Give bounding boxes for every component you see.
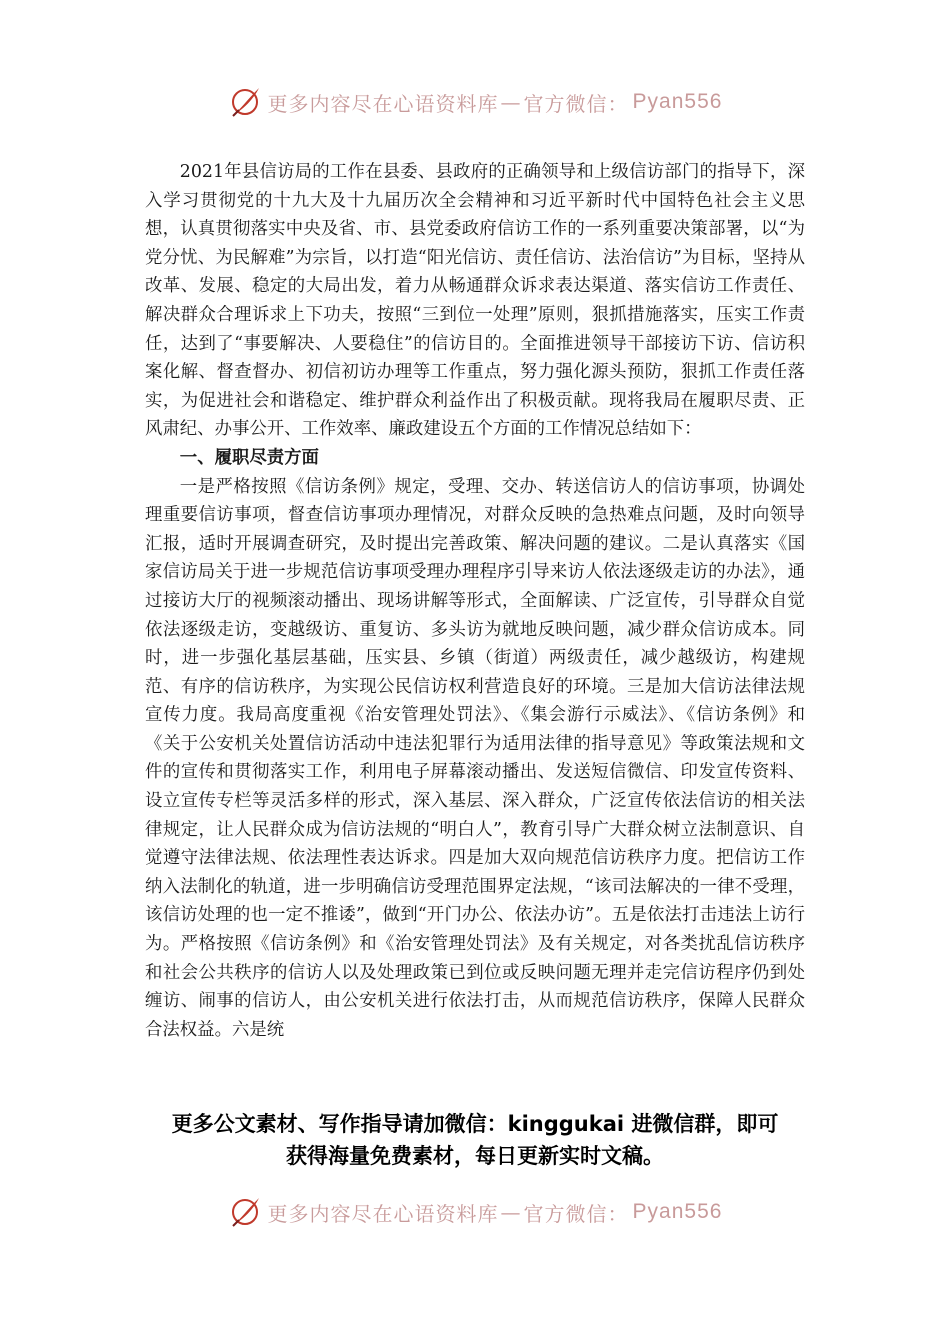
watermark-footer xyxy=(0,1192,950,1232)
promo-line-2: 获得海量免费素材，每日更新实时文稿。 xyxy=(286,1144,664,1168)
watermark-dash: — xyxy=(500,1200,522,1224)
intro-paragraph: 2021年县信访局的工作在县委、县政府的正确领导和上级信访部门的指导下，深入学习贯彻党的十九大及十九届历次全会精神和习近平新时代中国特色社会主义思想，认真贯彻落实中央及省、市、县党委政府信访工作的一系列重要决策部署，以“为党分忧、为民解难”为宗旨，以打造“阳光信访、责任信访、法治信访”为目标，坚持从改革、发展、稳定的大局出发，着力从畅通群众诉求表达渠道、落实信访工作责任、解决群众合理诉求上下功夫，按照“三到位一处理”原则，狠抓措施落实，压实工作责任，达到了“事要解决、人要稳住”的信访目的。全面推进领导干部接访下访、信访积案化解、督查督办、初信初访办理等工作重点，努力强化源头预防，狠抓工作责任落实，为促进社会和谐稳定、维护群众利益作出了积极贡献。现将我局在履职尽责、正风肃纪、办事公开、工作效率、廉政建设五个方面的工作情况总结如下： xyxy=(145,162,805,440)
watermark-wechat-id: Pyan556 xyxy=(632,1200,723,1223)
document-body xyxy=(145,158,805,1044)
watermark-text: 更多内容尽在心语资料库 xyxy=(267,91,499,116)
watermark-wechat-id: Pyan556 xyxy=(632,90,723,113)
watermark-label: 官方微信： xyxy=(523,91,629,116)
watermark-header xyxy=(0,82,950,122)
feather-pen-logo-icon xyxy=(228,1195,262,1229)
feather-pen-logo-icon xyxy=(228,85,262,119)
section-paragraph: 一是严格按照《信访条例》规定，受理、交办、转送信访人的信访事项，协调处理重要信访事项，督查信访事项办理情况，对群众反映的急热难点问题，及时向领导汇报，适时开展调查研究，及时提出完善政策、解决问题的建议。二是认真落实《国家信访局关于进一步规范信访事项受理办理程序引导来访人依法逐级走访的办法》，通过接访大厅的视频滚动播出、现场讲解等形式，全面解读、广泛宣传，引导群众自觉依法逐级走访，变越级访、重复访、多头访为就地反映问题，减少群众信访成本。同时，进一步强化基层基础，压实县、乡镇（街道）两级责任，减少越级访，构建规范、有序的信访秩序，为实现公民信访权利营造良好的环境。三是加大信访法律法规宣传力度。我局高度重视《治安管理处罚法》、《集会游行示威法》、《信访条例》和《关于公安机关处置信访活动中违法犯罪行为适用法律的指导意见》等政策法规和文件的宣传和贯彻落实工作，利用电子屏幕滚动播出、发送短信微信、印发宣传资料、设立宣传专栏等灵活多样的形式，深入基层、深入群众，广泛宣传依法信访的相关法律规定，让人民群众成为信访法规的“明白人”，教育引导广大群众树立法制意识、自觉遵守法律法规、依法理性表达诉求。四是加大双向规范信访秩序力度。把信访工作纳入法制化的轨道，进一步明确信访受理范围界定法规，“该司法解决的一律不受理，该信访处理的也一定不推诿”，做到“开门办公、依法办访”。五是依法打击违法上访行为。严格按照《信访条例》和《治安管理处罚法》及有关规定，对各类扰乱信访秩序和社会公共秩序的信访人以及处理政策已到位或反映问题无理并走完信访程序仍到处缠访、闹事的信访人，由公安机关进行依法打击，从而规范信访秩序，保障人民群众合法权益。六是统 xyxy=(145,476,805,1040)
watermark-label: 官方微信： xyxy=(523,1201,629,1226)
promo-banner xyxy=(0,1108,950,1172)
watermark-text: 更多内容尽在心语资料库 xyxy=(267,1201,499,1226)
promo-line-1: 更多公文素材、写作指导请加微信：kinggukai 进微信群，即可 xyxy=(171,1112,779,1136)
section-heading: 一、履职尽责方面 xyxy=(179,447,319,468)
watermark-dash: — xyxy=(500,90,522,114)
